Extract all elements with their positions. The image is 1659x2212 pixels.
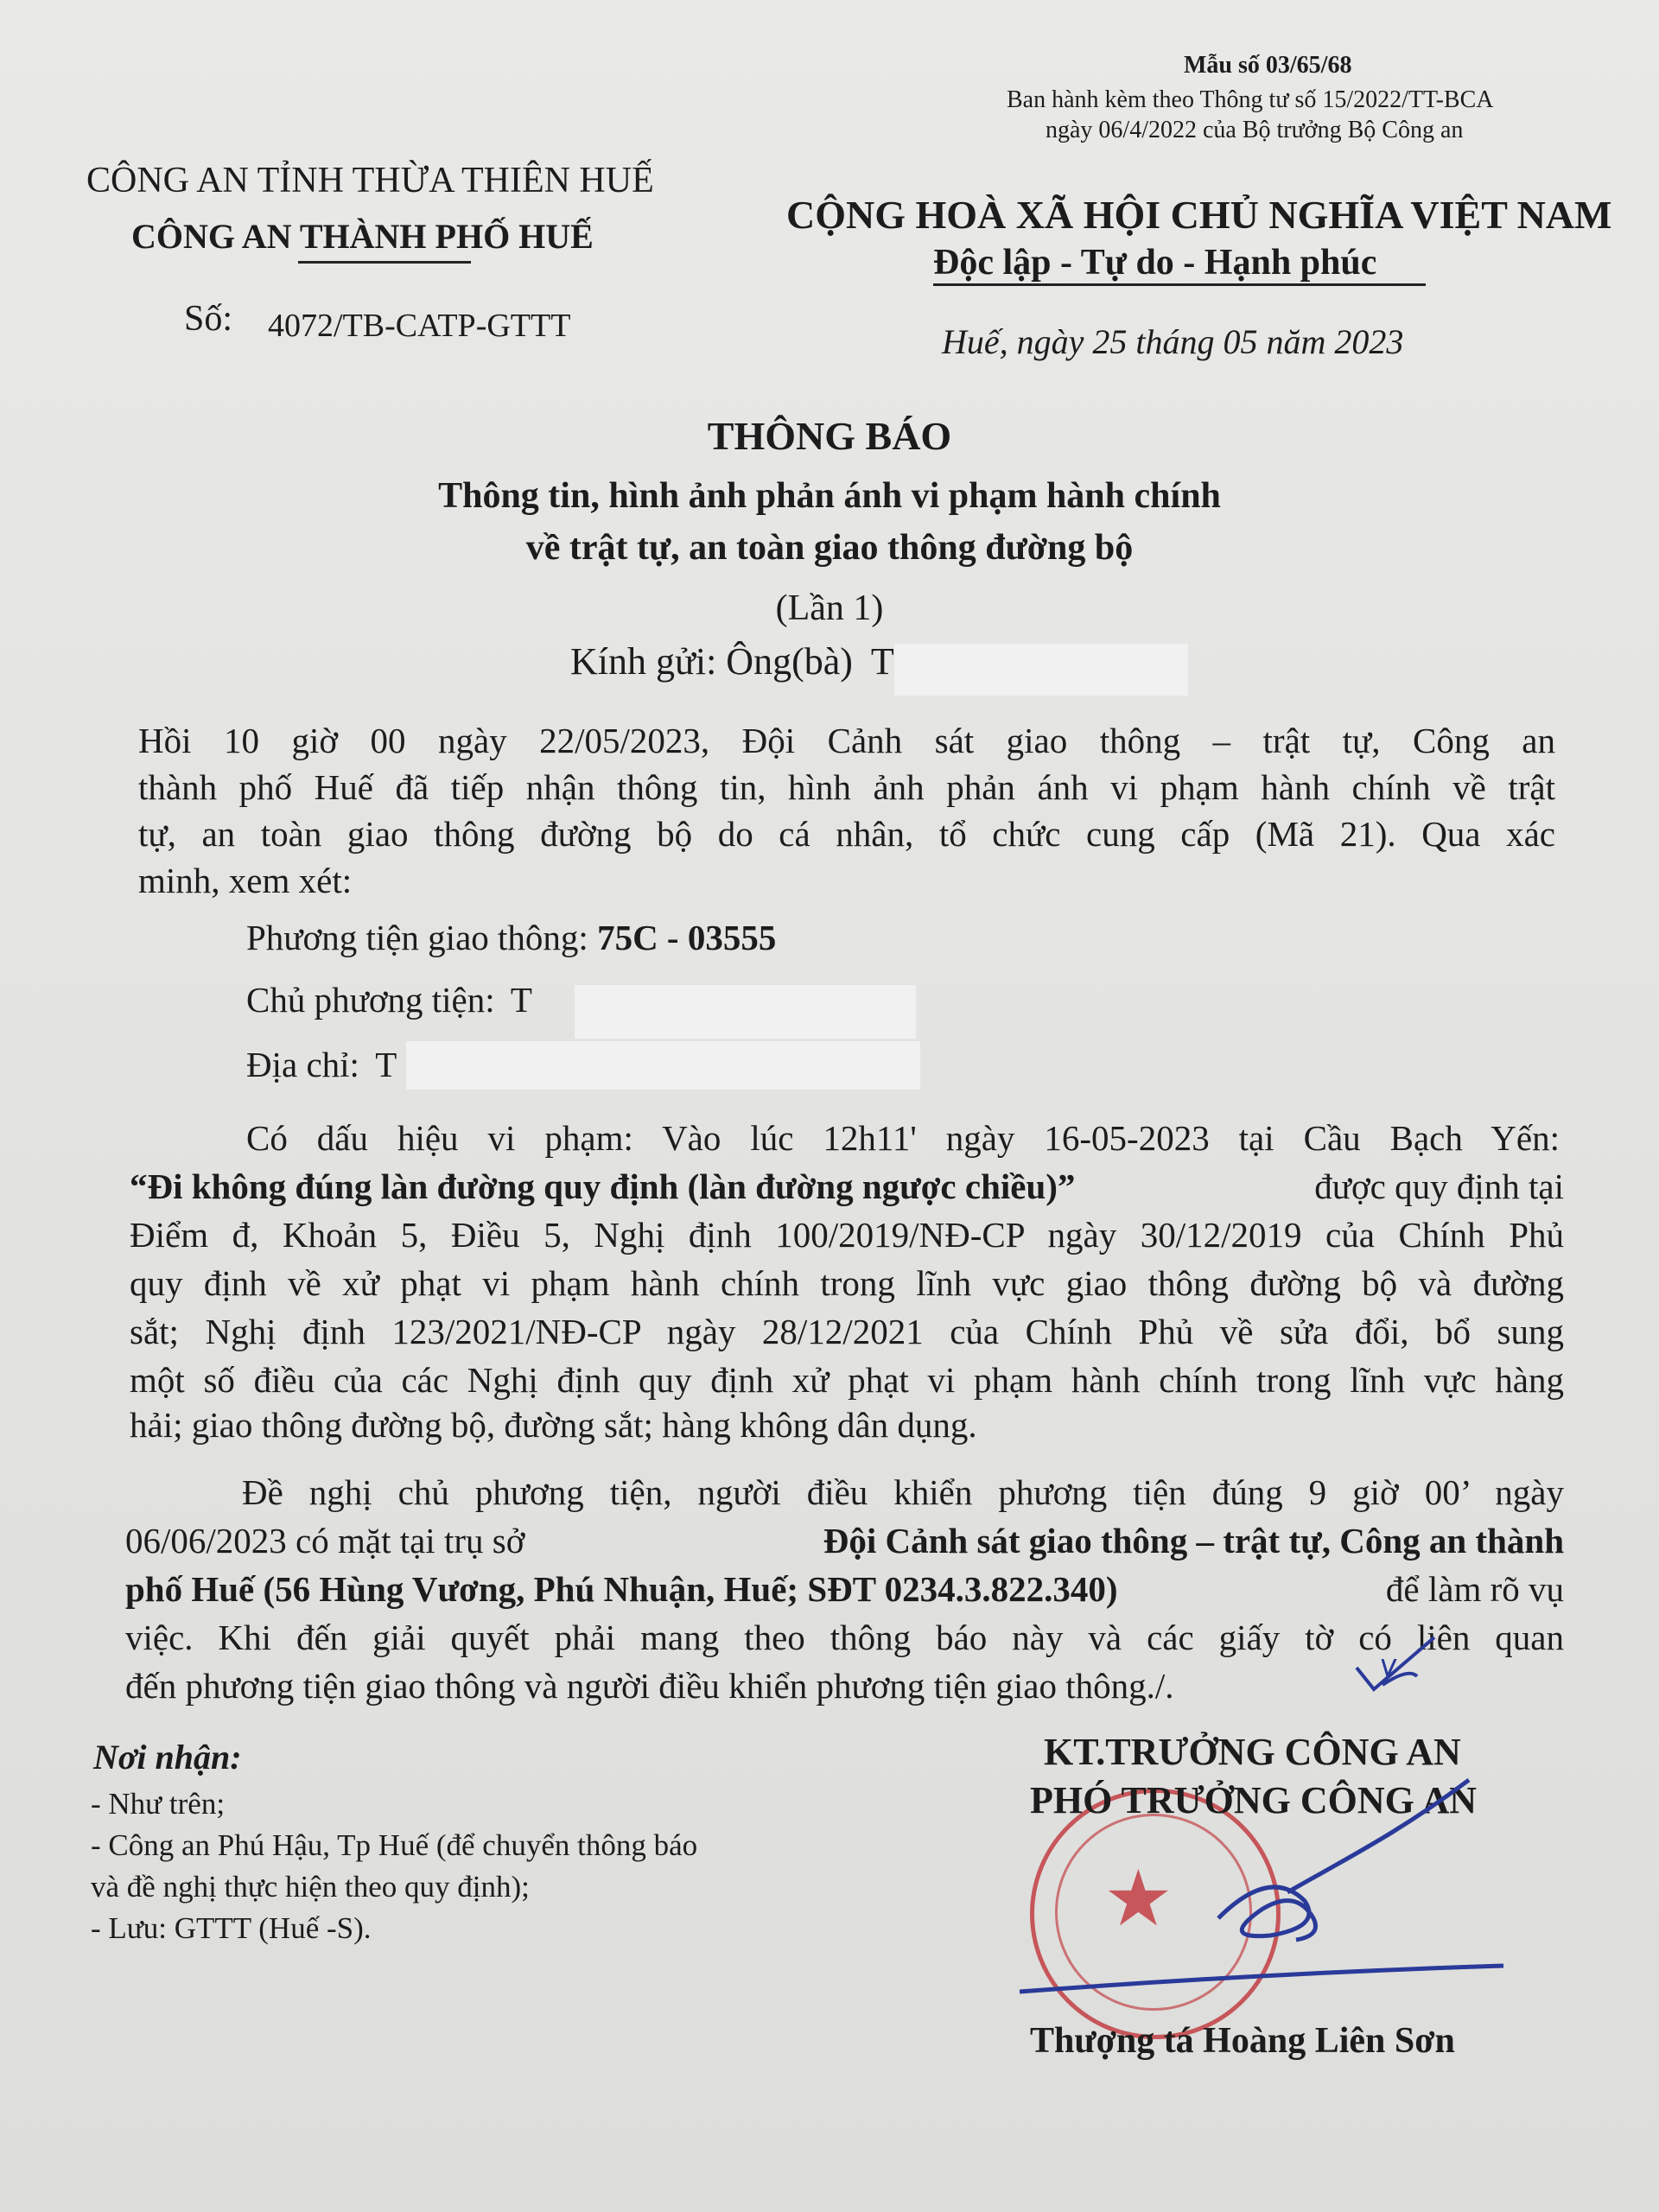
- address-line: [246, 1041, 397, 1088]
- redaction-box: [575, 985, 916, 1039]
- intro-line-3: tự, an toàn giao thông đường bộ do cá nhân, tổ chức cung cấp (Mã 21). Qua xác: [138, 814, 1555, 854]
- address-initial: T: [375, 1045, 397, 1084]
- owner-line: [246, 976, 532, 1023]
- vehicle-label: Phương tiện giao thông:: [246, 918, 588, 957]
- violation-line-7: hải; giao thông đường bộ, đường sắt; hàng không dân dụng.: [130, 1405, 977, 1445]
- recipients-heading: Nơi nhận:: [93, 1738, 242, 1777]
- form-issued-line2: ngày 06/4/2022 của Bộ trưởng Bộ Công an: [1046, 117, 1464, 143]
- violation-quote-line: [130, 1163, 1564, 1210]
- request-line-4: việc. Khi đến giải quyết phải mang theo thông báo này và các giấy tờ có liên quan: [125, 1618, 1564, 1657]
- signer-name: Thượng tá Hoàng Liên Sơn: [1030, 2021, 1455, 2061]
- handwritten-signature: [1020, 1659, 1538, 2022]
- recipient-label: Kính gửi: Ông(bà): [570, 640, 853, 683]
- place-date: Huế, ngày 25 tháng 05 năm 2023: [942, 322, 1404, 361]
- violation-quote: “Đi không đúng làn đường quy định (làn đường ngược chiều)”: [130, 1166, 1076, 1206]
- violation-line-1: Có dấu hiệu vi phạm: Vào lúc 12h11' ngày 16-05-2023 tại Cầu Bạch Yến:: [246, 1118, 1560, 1158]
- signature-line-2: PHÓ TRƯỞNG CÔNG AN: [1030, 1779, 1478, 1821]
- address-label: Địa chỉ:: [246, 1045, 359, 1084]
- signature-line-1: KT.TRƯỞNG CÔNG AN: [1044, 1731, 1461, 1773]
- request-line-5: đến phương tiện giao thông và người điều khiển phương tiện giao thông./.: [125, 1666, 1174, 1706]
- document-number-label: Số:: [184, 299, 233, 339]
- check-mark-icon: [1348, 1633, 1452, 1702]
- recipient-line: [570, 639, 894, 683]
- agency-underline: [298, 261, 471, 264]
- notice-subtitle-1: Thông tin, hình ảnh phản ánh vi phạm hành chính: [438, 476, 1221, 516]
- notice-subtitle-2: về trật tự, an toàn giao thông đường bộ: [525, 528, 1134, 568]
- recipient-item: - Công an Phú Hậu, Tp Huế (để chuyển thông báo: [91, 1828, 698, 1862]
- violation-line-3: Điểm đ, Khoản 5, Điều 5, Nghị định 100/2019/NĐ-CP ngày 30/12/2019 của Chính Phủ: [130, 1215, 1564, 1255]
- violation-quote-tail: được quy định tại: [1314, 1166, 1564, 1206]
- form-issued-line1: Ban hành kèm theo Thông tư số 15/2022/TT-BCA: [1007, 86, 1494, 113]
- owner-initial: T: [510, 980, 532, 1020]
- recipient-item: và đề nghị thực hiện theo quy định);: [91, 1870, 530, 1904]
- request-line-2: [125, 1517, 1564, 1564]
- request-line-3: [125, 1566, 1564, 1612]
- motto: Độc lập - Tự do - Hạnh phúc: [933, 243, 1377, 283]
- intro-line-1: Hồi 10 giờ 00 ngày 22/05/2023, Đội Cảnh sát giao thông – trật tự, Công an: [138, 721, 1555, 760]
- owner-label: Chủ phương tiện:: [246, 980, 495, 1020]
- request-office-address: phố Huế (56 Hùng Vương, Phú Nhuận, Huế; SĐT 0234.3.822.340): [125, 1569, 1118, 1609]
- agency-name: CÔNG AN THÀNH PHỐ HUẾ: [131, 217, 594, 256]
- redaction-box: [406, 1041, 920, 1090]
- recipient-initial: T: [870, 640, 894, 683]
- notice-round: (Lần 1): [775, 588, 884, 628]
- form-number: Mẫu số 03/65/68: [1184, 52, 1352, 79]
- request-office: Đội Cảnh sát giao thông – trật tự, Công an thành: [823, 1521, 1564, 1560]
- notice-title: THÔNG BÁO: [707, 414, 952, 458]
- document-number: 4072/TB-CATP-GTTT: [268, 308, 571, 344]
- recipient-item: - Lưu: GTTT (Huế -S).: [91, 1911, 372, 1945]
- star-icon: ★: [1103, 1857, 1173, 1942]
- violation-line-6: một số điều của các Nghị định quy định xử phạt vi phạm hành chính trong lĩnh vực hàng: [130, 1360, 1564, 1400]
- violation-line-4: quy định về xử phạt vi phạm hành chính trong lĩnh vực giao thông đường bộ và đường: [130, 1263, 1564, 1303]
- nation-title: CỘNG HOÀ XÃ HỘI CHỦ NGHĨA VIỆT NAM: [786, 193, 1612, 237]
- vehicle-plate: 75C - 03555: [597, 918, 777, 957]
- request-line-3c: để làm rõ vụ: [1385, 1569, 1564, 1609]
- request-line-2a: 06/06/2023 có mặt tại trụ sở: [125, 1521, 525, 1560]
- redaction-box: [894, 644, 1188, 696]
- agency-parent: CÔNG AN TỈNH THỪA THIÊN HUẾ: [86, 161, 654, 200]
- intro-line-4: minh, xem xét:: [138, 861, 353, 900]
- intro-line-2: thành phố Huế đã tiếp nhận thông tin, hình ảnh phản ánh vi phạm hành chính về trật: [138, 767, 1555, 807]
- violation-line-5: sắt; Nghị định 123/2021/NĐ-CP ngày 28/12/2021 của Chính Phủ về sửa đổi, bổ sung: [130, 1312, 1564, 1351]
- request-line-1: Đề nghị chủ phương tiện, người điều khiển phương tiện đúng 9 giờ 00’ ngày: [242, 1472, 1564, 1512]
- motto-underline: [933, 283, 1426, 286]
- recipient-item: - Như trên;: [91, 1787, 226, 1821]
- vehicle-line: [246, 914, 776, 961]
